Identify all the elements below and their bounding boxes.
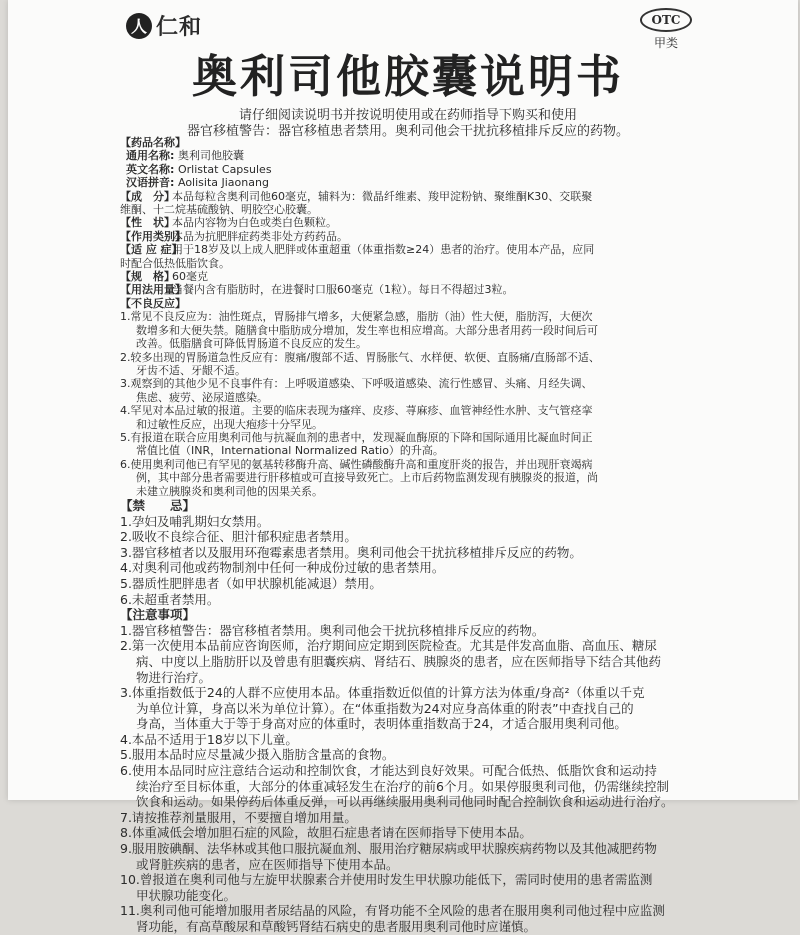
text-line: 1.器官移植警告：器官移植者禁用。奥利司他会干扰抗移植排斥反应的药物。 [120, 622, 545, 638]
field-key: 汉语拼音: [126, 176, 175, 190]
field-row [120, 243, 740, 256]
field-key: 【用法用量】 [120, 283, 186, 297]
field-key: 【作用类别】 [120, 229, 186, 243]
text-line: 2.吸收不良综合征、胆汁郁积症患者禁用。 [120, 529, 357, 545]
section-indication [120, 243, 740, 270]
brand-name: 仁和 [156, 15, 203, 40]
otc-class: 甲类 [653, 36, 678, 50]
section-composition [120, 190, 740, 217]
section-header: 【禁 忌】 [120, 497, 196, 513]
field-key: 通用名称: [126, 149, 175, 163]
text-line: 为单位计算，身高以米为单位计算）。在“体重指数为24对应身高体重的附表”中查找自己的 [136, 700, 634, 716]
text-line: 病、中度以上脂肪肝以及曾患有胆囊疾病、肾结石、胰腺炎的患者，应在医师指导下结合其他药 [136, 653, 662, 669]
field-value: 奥利司他胶囊 [178, 149, 244, 163]
field-row [120, 163, 740, 176]
text-line: 11.奥利司他可能增加服用者尿结晶的风险，有肾功能不全风险的患者在服用奥利司他过程中应监测 [120, 903, 665, 919]
text-line: 饮食和运动。如果停药后体重反弹，可以再继续服用奥利司他同时配合控制饮食和运动进行治疗。 [136, 794, 674, 810]
text-line: 5.有报道在联合应用奥利司他与抗凝血剂的患者中，发现凝血酶原的下降和国际通用比凝血时间正 [120, 430, 593, 444]
text-line: 常值比值（INR，International Normalized Ratio）的升高。 [136, 444, 444, 458]
section-dosage [120, 283, 740, 296]
field-value: 60毫克 [172, 270, 208, 284]
text-line: 4.罕见对本品过敏的报道。主要的临床表现为瘙痒、皮疹、荨麻疹、血管神经性水肿、支气管痉挛 [120, 404, 593, 418]
text-line: 6.未超重者禁用。 [120, 591, 220, 607]
text-line: 甲状腺功能变化。 [136, 887, 237, 903]
leaflet-paper [8, 0, 798, 934]
text-line: 1.常见不良反应为：油性斑点，胃肠排气增多，大便紧急感，脂肪（油）性大便，脂肪泻，大便次 [120, 310, 593, 324]
field-value: Aolisita Jiaonang [178, 176, 269, 190]
section-drug-name [120, 136, 740, 190]
field-key: 【规 格】 [120, 270, 175, 284]
section-precautions [120, 607, 740, 934]
text-line: 改善。低脂膳食可降低胃肠道不良反应的发生。 [136, 337, 367, 351]
field-key: 英文名称: [126, 162, 175, 176]
text-line: 例，其中部分患者需要进行肝移植或可直接导致死亡。上市后药物监测发现有胰腺炎的报道，尚 [136, 471, 598, 485]
text-line: 时配合低热低脂饮食。 [120, 256, 230, 270]
text-line: 2.第一次使用本品前应咨询医师，治疗期间应定期到医院检查。尤其是伴发高血脂、高血压、糖尿 [120, 638, 657, 654]
section-spec [120, 270, 740, 283]
text-line: 10.曾报道在奥利司他与左旋甲状腺素合并使用时发生甲状腺功能低下，需同时使用的患者需监测 [120, 872, 653, 888]
text-line: 4.对奥利司他或药物制剂中任何一种成份过敏的患者禁用。 [120, 560, 445, 576]
field-row [120, 149, 740, 162]
leaflet-content [120, 136, 740, 935]
brand-logo [126, 10, 202, 41]
text-line: 肾功能，有高草酸尿和草酸钙肾结石病史的患者服用奥利司他时应谨慎。 [136, 919, 537, 934]
text-line: 7.请按推荐剂量服用，不要擅自增加用量。 [120, 809, 357, 825]
field-key: 【成 分】 [120, 189, 175, 203]
field-key: 【适 应 症】 [120, 243, 183, 257]
field-row [120, 176, 740, 189]
field-value: 本品每粒含奥利司他60毫克，辅料为：微晶纤维素、羧甲淀粉钠、聚维酮K30、交联聚 [172, 189, 593, 203]
field-value: 当餐内含有脂肪时，在进餐时口服60毫克（1粒）。每日不得超过3粒。 [172, 283, 514, 297]
text-line: 身高，当体重大于等于身高对应的体重时，表明体重指数高于24，才适合服用奥利司他。 [136, 716, 627, 732]
text-line: 3.观察到的其他少见不良事件有：上呼吸道感染、下呼吸道感染、流行性感冒、头痛、月经失调、 [120, 377, 593, 391]
text-line: 8.体重减低会增加胆石症的风险，故胆石症患者请在医师指导下使用本品。 [120, 825, 532, 841]
text-line: 焦虑、疲劳、泌尿道感染。 [136, 390, 268, 404]
text-line: 2.较多出现的胃肠道急性反应有：腹痛/腹部不适、胃肠胀气、水样便、软便、直肠痛/直肠部不适、 [120, 350, 600, 364]
text-line: 9.服用胺碘酮、法华林或其他口服抗凝血剂、服用治疗糖尿病或甲状腺疾病药物以及其他减肥药物 [120, 841, 657, 857]
text-line: 物进行治疗。 [136, 669, 212, 685]
page-title: 奥利司他胶囊说明书 [191, 50, 624, 103]
section-header: 【不良反应】 [120, 296, 186, 310]
otc-label: OTC [640, 8, 692, 32]
text-line: 或肾脏疾病的患者，应在医师指导下使用本品。 [136, 856, 399, 872]
text-line: 牙齿不适、牙龈不适。 [136, 363, 246, 377]
reading-notice: 请仔细阅读说明书并按说明使用或在药师指导下购买和使用 [238, 108, 577, 123]
field-value: 用于18岁及以上成人肥胖或体重超重（体重指数≥24）患者的治疗。使用本产品，应同 [172, 243, 595, 257]
brand-logo-icon: 人 [126, 13, 152, 39]
text-line: 维酮、十二烷基硫酸钠、明胶空心胶囊。 [120, 203, 318, 217]
field-value: 本品内容物为白色或类白色颗粒。 [172, 216, 337, 230]
field-key: 【性 状】 [120, 216, 175, 230]
text-line: 6.使用奥利司他已有罕见的氨基转移酶升高、碱性磷酸酶升高和重度肝炎的报告，并出现肝衰竭病 [120, 457, 593, 471]
text-line: 5.服用本品时应尽量减少摄入脂肪含量高的食物。 [120, 747, 395, 763]
field-value: Orlistat Capsules [178, 162, 272, 176]
field-value: 本品为抗肥胖症药类非处方药药品。 [172, 229, 348, 243]
text-line: 和过敏性反应，出现大疱疹十分罕见。 [136, 417, 323, 431]
text-line: 数增多和大便失禁。随膳食中脂肪成分增加，发生率也相应增高。大部分患者用药一段时间后可 [136, 323, 598, 337]
text-line: 5.器质性肥胖患者（如甲状腺机能减退）禁用。 [120, 575, 382, 591]
text-line: 3.体重指数低于24的人群不应使用本品。体重指数近似值的计算方法为体重/身高²（体重以千克 [120, 685, 645, 701]
section-adverse-reactions [120, 297, 740, 498]
section-contraindications [120, 498, 740, 607]
text-line: 6.使用本品同时应注意结合运动和控制饮食，才能达到良好效果。可配合低热、低脂饮食和运动持 [120, 763, 657, 779]
text-line: 续治疗至目标体重，大部分的体重减轻发生在治疗的前6个月。如果停服奥利司他，仍需继续控制 [136, 778, 669, 794]
field-row [120, 190, 740, 203]
section-header: 【药品名称】 [120, 136, 186, 149]
section-header: 【注意事项】 [120, 607, 196, 623]
text-line: 1.孕妇及哺乳期妇女禁用。 [120, 513, 270, 529]
text-line: 3.器官移植者以及服用环孢霉素患者禁用。奥利司他会干扰抗移植排斥反应的药物。 [120, 544, 582, 560]
text-line: 未建立胰腺炎和奥利司他的因果关系。 [136, 484, 323, 498]
section-category [120, 230, 740, 243]
transplant-warning: 器官移植警告：器官移植患者禁用。奥利司他会干扰抗移植排斥反应的药物。 [186, 124, 629, 139]
text-line: 4.本品不适用于18岁以下儿童。 [120, 731, 298, 747]
section-properties [120, 216, 740, 229]
